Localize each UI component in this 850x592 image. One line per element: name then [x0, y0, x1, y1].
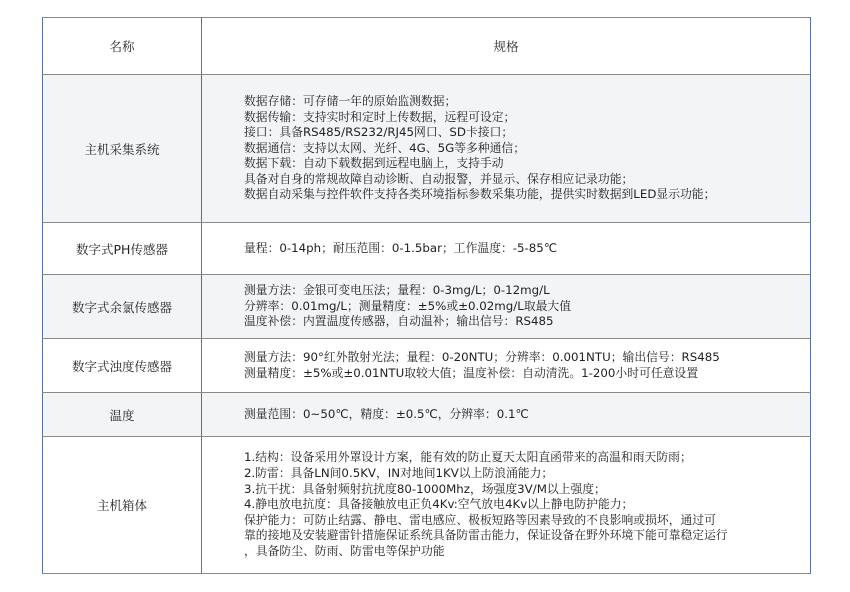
spec-table-container — [42, 17, 811, 572]
row-name: 数字式浊度传感器 — [43, 339, 202, 393]
spec-line: 数据下载：自动下载数据到远程电脑上，支持手动 — [244, 156, 504, 171]
table-row — [43, 339, 811, 393]
row-spec — [202, 75, 811, 223]
row-name: 数字式PH传感器 — [43, 223, 202, 275]
spec-line: 数据自动采集与控件软件支持各类环境指标参数采集功能，提供实时数据到LED显示功能； — [244, 187, 716, 202]
spec-line: 2.防雷：具备LN间0.5KV，IN对地间1KV以上防浪涌能力； — [244, 466, 554, 481]
spec-line: 接口：具备RS485/RS232/RJ45网口、SD卡接口； — [244, 125, 514, 140]
spec-table — [42, 17, 811, 574]
row-name: 数字式余氯传感器 — [43, 275, 202, 339]
spec-line: 靠的接地及安装避雷针措施保证系统具备防雷击能力，保证设备在野外环境下能可靠稳定运行 — [244, 528, 728, 543]
spec-line: 3.抗干扰：具备射频射抗扰度80-1000Mhz，场强度3V/M以上强度； — [244, 481, 606, 496]
row-spec — [202, 393, 811, 437]
column-header-spec: 规格 — [202, 18, 811, 75]
row-name: 主机箱体 — [43, 437, 202, 574]
spec-line: 温度补偿：内置温度传感器，自动温补；输出信号：RS485 — [244, 314, 554, 329]
spec-line: 保护能力：可防止结露、静电、雷电感应、极板短路等因素导致的不良影响或损坏，通过可 — [244, 512, 716, 527]
spec-line: 测量精度：±5%或±0.01NTU取较大值；温度补偿：自动清洗。1-200小时可任意设置 — [244, 365, 699, 380]
table-row — [43, 75, 811, 223]
spec-line: 测量方法：90°红外散射光法；量程：0-20NTU；分辨率：0.001NTU；输出信号：RS485 — [244, 349, 720, 364]
table-row — [43, 393, 811, 437]
spec-line: 1.结构：设备采用外罩设计方案，能有效的防止夏天太阳直函带来的高温和雨天防雨； — [244, 450, 692, 465]
spec-line: 测量方法：金银可变电压法；量程：0-3mg/L；0-12mg/L — [244, 283, 550, 298]
table-header-row — [43, 18, 811, 75]
spec-line: 量程：0-14ph；耐压范围：0-1.5bar；工作温度：-5-85℃ — [244, 240, 558, 255]
spec-line: 分辨率：0.01mg/L；测量精度：±5%或±0.02mg/L取最大值 — [244, 298, 572, 313]
table-row — [43, 223, 811, 275]
spec-line: 数据传输：支持实时和定时上传数据，远程可设定； — [244, 109, 516, 124]
spec-line: 具备对自身的常规故障自动诊断、自动报警，并显示、保存相应记录功能； — [244, 171, 634, 186]
table-row — [43, 437, 811, 574]
spec-line: 测量范围：0~50℃，精度：±0.5℃，分辨率：0.1℃ — [244, 406, 529, 421]
row-name: 温度 — [43, 393, 202, 437]
spec-line: 数据通信：支持以太网、光纤、4G、5G等多种通信； — [244, 140, 526, 155]
spec-line: ，具备防尘、防雨、防雷电等保护功能 — [244, 543, 445, 558]
column-header-name: 名称 — [43, 18, 202, 75]
row-name: 主机采集系统 — [43, 75, 202, 223]
row-spec — [202, 339, 811, 393]
row-spec — [202, 223, 811, 275]
row-spec — [202, 437, 811, 574]
row-spec — [202, 275, 811, 339]
table-row — [43, 275, 811, 339]
spec-line: 4.静电放电抗度：具备接触放电正负4Kv:空气放电4Kv以上静电防护能力； — [244, 497, 634, 512]
spec-line: 数据存储：可存储一年的原始监测数据； — [244, 93, 457, 108]
